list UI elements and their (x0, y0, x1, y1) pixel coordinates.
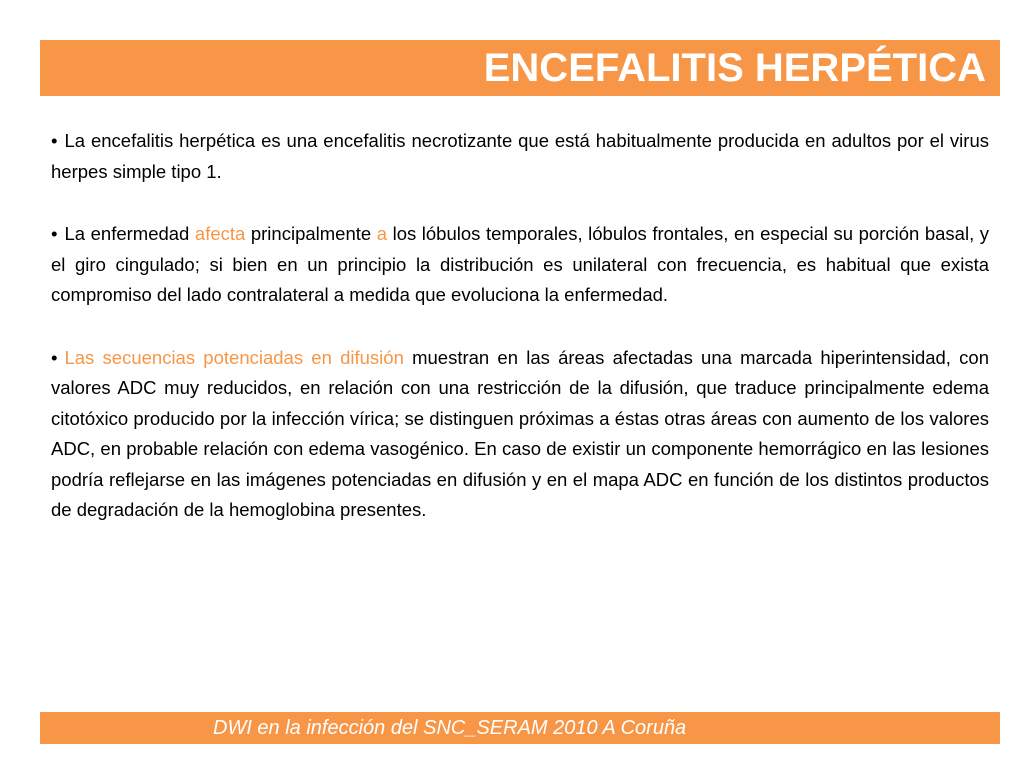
footer-bar (40, 712, 1000, 744)
footer-text: DWI en la infección del SNC_SERAM 2010 A Coruña (213, 717, 687, 739)
paragraph-2-run-5: los lóbulos temporales, lóbulos frontales, en especial su porción basal, y el giro cingulado; si bien en un principio la distribución es unilateral con frecuencia, es habitual que exista compromiso del lado contralateral a medida que evoluciona la enfermedad. (51, 223, 990, 305)
paragraph-2-run-1: La enfermedad (64, 223, 195, 244)
bullet-icon: • (51, 346, 58, 368)
paragraph-2-run-3: principalmente (245, 223, 377, 244)
bullet-paragraph-1 (51, 126, 989, 187)
paragraph-1-text: La encefalitis herpética es una encefalitis necrotizante que está habitualmente producida en adultos por el virus herpes simple tipo 1. (51, 130, 989, 182)
paragraph-3-run-2: muestran en las áreas afectadas una marcada hiperintensidad, con valores ADC muy reducidos, en relación con una restricción de la difusión, que traduce principalmente edema citotóxico producido por la infección vírica; se distinguen próximas a éstas otras áreas con aumento de los valores ADC, en probable relación con edema vasogénico. En caso de existir un componente hemorrágico en las lesiones podría reflejarse en las imágenes potenciadas en difusión y en el mapa ADC en función de los distintos productos de degradación de la hemoglobina presentes. (51, 346, 989, 520)
bullet-icon: • (51, 223, 58, 244)
bullet-paragraph-3 (51, 343, 989, 526)
bullet-icon: • (51, 130, 58, 151)
slide-title: ENCEFALITIS HERPÉTICA (483, 46, 986, 90)
paragraph-2-highlight-afecta: afecta (194, 223, 246, 244)
slide-body (51, 126, 989, 558)
paragraph-2-highlight-a: a (376, 223, 388, 244)
title-bar (40, 40, 1000, 96)
paragraph-3-highlight: Las secuencias potenciadas en difusión (64, 346, 404, 368)
bullet-paragraph-2 (51, 219, 989, 311)
